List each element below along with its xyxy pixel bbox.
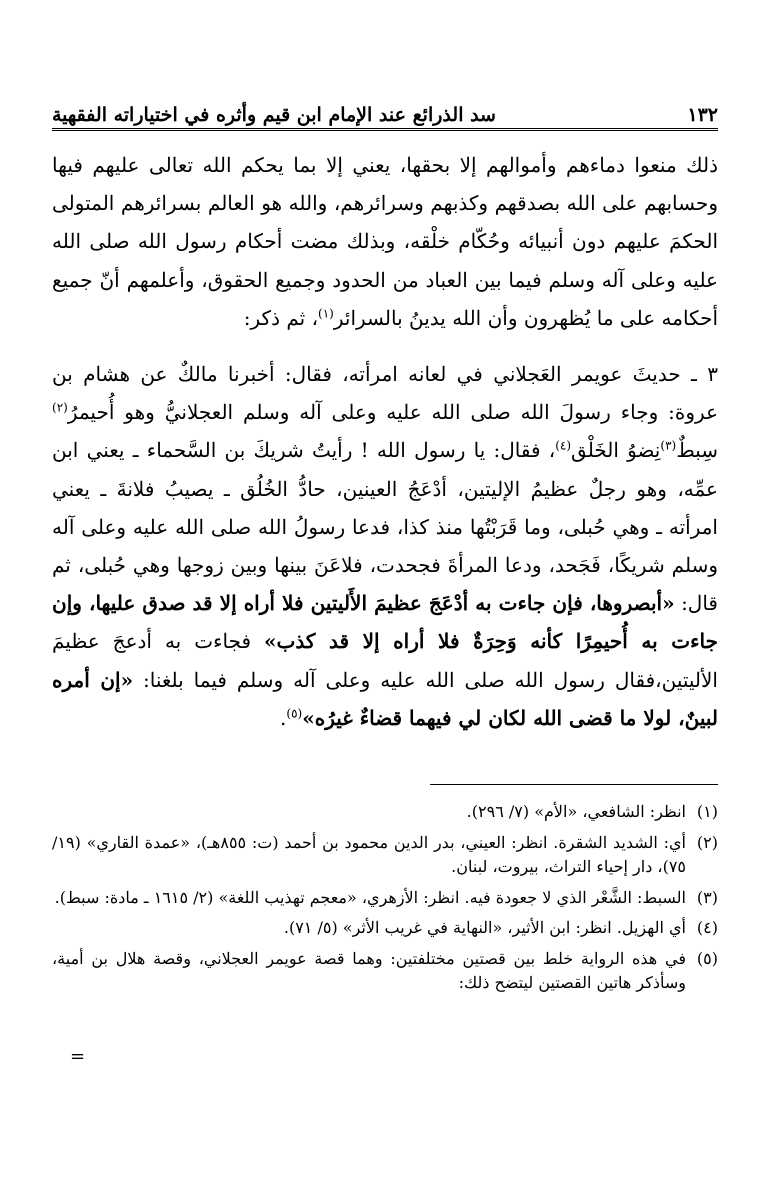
footnote-ref-1: (١) xyxy=(318,306,334,321)
footnote-separator xyxy=(430,784,718,785)
paragraph-1: ذلك منعوا دماءهم وأموالهم إلا بحقها، يعني إلا بما يحكم الله تعالى عليهم فيها وحسابهم على الله بصدقهم وكذبهم وسرائرهم، والله هو العالم بسرائرهم المتولى الحكمَ عليهم دون أنبيائه وحُكّام خلْقه، وبذلك مضت أحكام رسول الله صلى الله عليه وعلى آله وسلم فيما بين العباد من الحدود وجميع الحقوق، وأعلمهم أنّ جميع أحكامه على ما يُظهرون وأن الله يدينُ بالسرائر$^{(١)}$، ثم ذكر: xyxy=(52,153,718,330)
footnote-5: (٥) في هذه الرواية خلط بين قصتين مختلفتين: وهما قصة عويمر العجلاني، وقصة هلال بن أمية، وسأذكر هاتين القصتين ليتضح ذلك: xyxy=(52,948,718,992)
main-text xyxy=(52,146,718,737)
paragraph-2: ٣ ـ حديثَ عويمر العَجلاني في لعانه امرأته، فقال: أخبرنا مالكٌ عن هشام بن عروة: وجاء رسولَ الله صلى الله عليه وعلى آله وسلم العجلانيُّ وهو أُحيمرُ$^{(٢)}$ سِبطٌ$^{(٣)}$نِضوُ الخَلْق$^{(٤)}$، فقال: يا رسول الله ! رأيتُ شريكَ بن السَّحماء ـ يعني ابن عمِّه، وهو رجلٌ عظيمُ الإليتين، أدْعَجُ العينين، حادُّ الخُلُق ـ يصيبُ فلانةَ ـ يعني امرأته ـ وهي حُبلى، وما قَرَبْتُها منذ كذا، فدعا رسولُ الله صلى الله عليه وعلى آله وسلم شريكًا، فَجَحد، ودعا المرأةَ فجحدت، فلاعَنَ بينها وبين زوجها وهي حُبلى، ثم قال: «أبصروها، فإن جاءت به أدْعَجَ عظيمَ الأَليتين فلا أراه إلا قد صدق عليها، وإن جاءت به أُحيمِرًا كأنه وَحِرَةٌ فلا أراه إلا قد كذب» فجاءت به أدعجَ عظيمَ الأليتين،فقال رسول الله صلى الله عليه وعلى آله وسلم فيما بلغنا: «إن أمره لبينٌ، لولا ما قضى الله لكان لي فيهما قضاءٌ غيرُه»$^{(٥)}$. xyxy=(52,362,718,730)
header-rule xyxy=(52,128,718,131)
hadith-quote-2: «إن أمره لبينٌ، لولا ما قضى الله لكان لي فيهما قضاءٌ غيرُه» xyxy=(52,667,718,730)
footnote-ref-2: (٢) xyxy=(52,400,68,415)
footnote-3: (٣) السبط: الشَّعْر الذي لا جعودة فيه. انظر: الأزهري، «معجم تهذيب اللغة» (٢/ ١٦١٥ ـ مادة: سبط). xyxy=(54,887,718,907)
footnote-4: (٤) أي الهزيل. انظر: ابن الأثير، «النهاية في غريب الأثر» (٥/ ٧١). xyxy=(283,918,718,937)
footnote-2: (٢) أي: الشديد الشقرة. انظر: العيني، بدر الدين محمود بن أحمد (ت: ٨٥٥هـ)، «عمدة القاري» (١٩/ ٧٥)، دار إحياء التراث، بيروت، لبنان. xyxy=(52,832,718,876)
footnote-1: (١) انظر: الشافعي، «الأم» (٧/ ٢٩٦). xyxy=(466,802,718,821)
hadith-quote-1: «أبصروها، فإن جاءت به أدْعَجَ عظيمَ الأَليتين فلا أراه إلا قد صدق عليها، وإن جاءت به أُحيمِرًا كأنه وَحِرَةٌ فلا أراه إلا قد كذب» xyxy=(52,591,718,654)
running-header xyxy=(52,92,718,126)
footnote-ref-4: (٤) xyxy=(555,438,572,453)
footnote-ref-3: (٣) xyxy=(660,438,677,453)
page-number: ١٣٢ xyxy=(687,104,718,126)
footnote-ref-5: (٥) xyxy=(286,706,303,721)
footnotes xyxy=(52,800,718,1002)
continuation-mark: = xyxy=(70,1046,86,1067)
running-title: سد الذرائع عند الإمام ابن قيم وأثره في اختياراته الفقهية xyxy=(52,104,496,126)
